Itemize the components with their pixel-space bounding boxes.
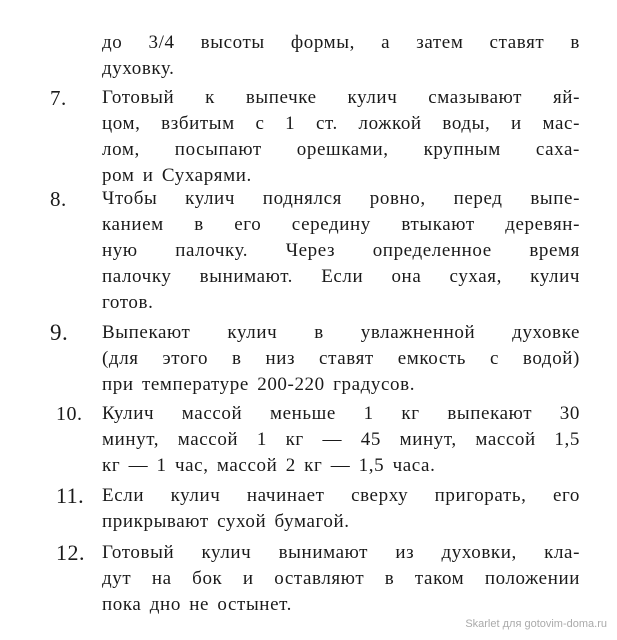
item-line: Кулич массой меньше 1 кг выпекают 30: [102, 403, 580, 424]
item-number: 8.: [50, 187, 67, 211]
item-line: Выпекают кулич в увлажненной духовке: [102, 322, 580, 343]
item-line: прикрывают сухой бумагой.: [102, 511, 350, 532]
watermark: Skarlet для gotovim-doma.ru: [465, 618, 607, 630]
item-number: 10.: [56, 403, 83, 425]
item-line: Готовый к выпечке кулич смазывают яй-: [102, 87, 580, 108]
item-line: Готовый кулич вынимают из духовки, кла-: [102, 542, 580, 563]
item-line: дут на бок и оставляют в таком положении: [102, 568, 580, 589]
item-line: (для этого в низ ставят емкость с водой): [102, 348, 580, 369]
continuation-line: до 3/4 высоты формы, а затем ставят в: [102, 32, 580, 53]
item-line: ную палочку. Через определенное время: [102, 240, 580, 261]
item-line: канием в его середину втыкают деревян-: [102, 214, 580, 235]
item-number: 11.: [56, 483, 85, 508]
item-number: 12.: [56, 540, 85, 565]
item-number: 7.: [50, 86, 67, 110]
continuation-line: духовку.: [102, 58, 175, 79]
item-line: Если кулич начинает сверху пригорать, его: [102, 485, 580, 506]
item-line: при температуре 200-220 градусов.: [102, 374, 416, 395]
item-number: 9.: [50, 320, 69, 345]
item-line: кг — 1 час, массой 2 кг — 1,5 часа.: [102, 455, 436, 476]
item-line: палочку вынимают. Если она сухая, кулич: [102, 266, 580, 287]
item-line: пока дно не остынет.: [102, 594, 292, 615]
item-line: цом, взбитым с 1 ст. ложкой воды, и мас-: [102, 113, 580, 134]
item-line: Чтобы кулич поднялся ровно, перед выпе-: [102, 188, 580, 209]
item-line: готов.: [102, 292, 154, 313]
item-line: лом, посыпают орешками, крупным саха-: [102, 139, 580, 160]
item-line: минут, массой 1 кг — 45 минут, массой 1,5: [102, 429, 580, 450]
item-line: ром и Сухарями.: [102, 165, 252, 186]
